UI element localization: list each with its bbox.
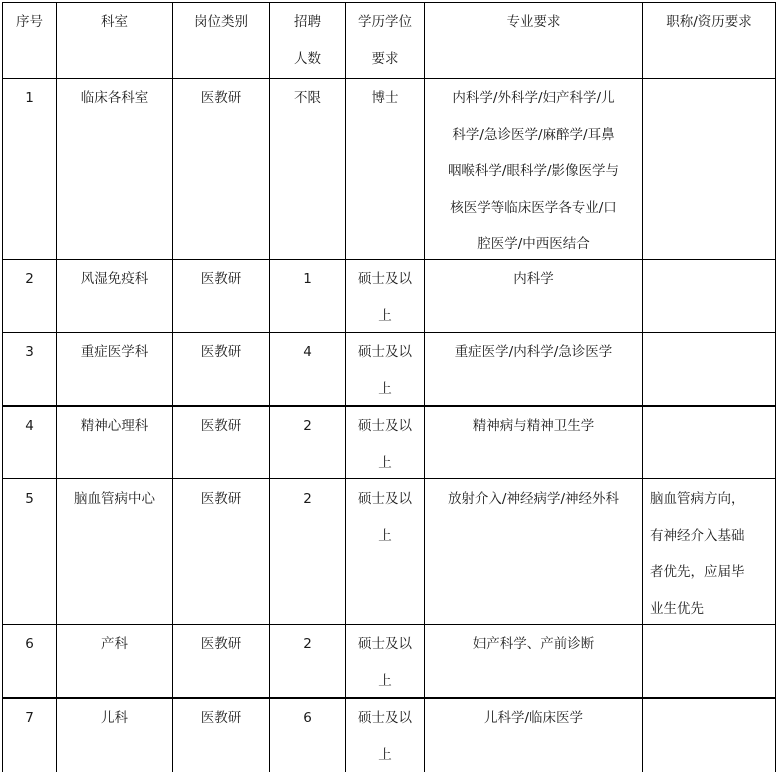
table-row-cell-major — [425, 408, 642, 445]
grid-line — [2, 2, 776, 3]
table-row-cell-dept: 脑血管病中心 — [57, 481, 172, 518]
header-major: 专业要求 — [425, 4, 642, 41]
header-dept: 科室 — [57, 4, 172, 41]
table-row-cell-count: 1 — [270, 261, 345, 298]
major-line: 儿科学/临床医学 — [429, 700, 638, 737]
edu-line1: 硕士及以 — [350, 700, 420, 737]
header-count — [270, 4, 345, 77]
grid-line — [642, 2, 643, 772]
grid-line — [2, 259, 776, 260]
header-count-line1: 招聘 — [274, 4, 341, 41]
table-row-cell-index: 7 — [3, 700, 56, 737]
title-line: 脑血管病方向， — [650, 481, 771, 518]
header-title: 职称/资历要求 — [643, 4, 775, 41]
table-row-cell-index: 1 — [3, 80, 56, 117]
table-row-cell-education — [346, 408, 424, 481]
table-row-cell-count: 4 — [270, 334, 345, 371]
grid-line — [2, 78, 776, 79]
table-row-cell-count: 不限 — [270, 80, 345, 117]
table-row-cell-count: 2 — [270, 481, 345, 518]
table-row-cell-major — [425, 626, 642, 663]
table-row-cell-category: 医教研 — [173, 626, 269, 663]
edu-line2: 上 — [350, 445, 420, 482]
table-row-cell-index: 5 — [3, 481, 56, 518]
table-row-cell-category: 医教研 — [173, 334, 269, 371]
table-row-cell-major — [425, 261, 642, 298]
table-row-cell-education — [346, 700, 424, 773]
table-row-cell-category: 医教研 — [173, 700, 269, 737]
table-row-cell-count: 2 — [270, 408, 345, 445]
table-row-cell-education — [346, 481, 424, 554]
header-count-line2: 人数 — [274, 41, 341, 78]
major-line: 科学/急诊医学/麻醉学/耳鼻 — [429, 117, 638, 154]
table-row-cell-category: 医教研 — [173, 80, 269, 117]
table-row-cell-index: 6 — [3, 626, 56, 663]
table-row-cell-category: 医教研 — [173, 408, 269, 445]
edu-line2: 上 — [350, 518, 420, 555]
table-row-cell-dept: 临床各科室 — [57, 80, 172, 117]
table-row-cell-education — [346, 334, 424, 407]
header-category: 岗位类别 — [173, 4, 269, 41]
major-line: 核医学等临床医学各专业/口 — [429, 190, 638, 227]
table-row-cell-count: 2 — [270, 626, 345, 663]
title-line: 业生优先 — [650, 591, 771, 628]
major-line: 重症医学/内科学/急诊医学 — [429, 334, 638, 371]
table-row-cell-dept: 重症医学科 — [57, 334, 172, 371]
major-line: 腔医学/中西医结合 — [429, 226, 638, 263]
edu-line1: 硕士及以 — [350, 408, 420, 445]
table-row-cell-count: 6 — [270, 700, 345, 737]
table-row-cell-major — [425, 334, 642, 371]
title-line: 者优先，应届毕 — [650, 554, 771, 591]
edu-line2: 上 — [350, 298, 420, 335]
major-line: 咽喉科学/眼科学/影像医学与 — [429, 153, 638, 190]
table-row-cell-dept: 产科 — [57, 626, 172, 663]
edu-line2: 上 — [350, 737, 420, 773]
header-edu-line1: 学历学位 — [350, 4, 420, 41]
header-edu-line2: 要求 — [350, 41, 420, 78]
table-row-cell-dept: 风湿免疫科 — [57, 261, 172, 298]
major-line: 内科学/外科学/妇产科学/儿 — [429, 80, 638, 117]
table-row-cell-index: 3 — [3, 334, 56, 371]
table-row-cell-major — [425, 700, 642, 737]
edu-line2: 上 — [350, 371, 420, 408]
table-row-cell-index: 2 — [3, 261, 56, 298]
table-row-cell-education — [346, 80, 424, 117]
table-row-cell-major — [425, 481, 642, 518]
table-row-cell-category: 医教研 — [173, 481, 269, 518]
major-line: 内科学 — [429, 261, 638, 298]
grid-line — [775, 2, 776, 772]
edu-line2: 上 — [350, 663, 420, 700]
table-row-cell-title — [643, 481, 775, 627]
edu-line1: 硕士及以 — [350, 261, 420, 298]
edu-line1: 硕士及以 — [350, 481, 420, 518]
major-line: 妇产科学、产前诊断 — [429, 626, 638, 663]
header-index: 序号 — [3, 4, 56, 41]
major-line: 放射介入/神经病学/神经外科 — [429, 481, 638, 518]
table-row-cell-education — [346, 626, 424, 699]
table-row-cell-major — [425, 80, 642, 263]
title-line: 有神经介入基础 — [650, 518, 771, 555]
table-row-cell-dept: 儿科 — [57, 700, 172, 737]
table-row-cell-dept: 精神心理科 — [57, 408, 172, 445]
edu-line1: 博士 — [350, 80, 420, 117]
table-row-cell-education — [346, 261, 424, 334]
header-education — [346, 4, 424, 77]
table-row-cell-index: 4 — [3, 408, 56, 445]
table-row-cell-category: 医教研 — [173, 261, 269, 298]
edu-line1: 硕士及以 — [350, 334, 420, 371]
major-line: 精神病与精神卫生学 — [429, 408, 638, 445]
edu-line1: 硕士及以 — [350, 626, 420, 663]
